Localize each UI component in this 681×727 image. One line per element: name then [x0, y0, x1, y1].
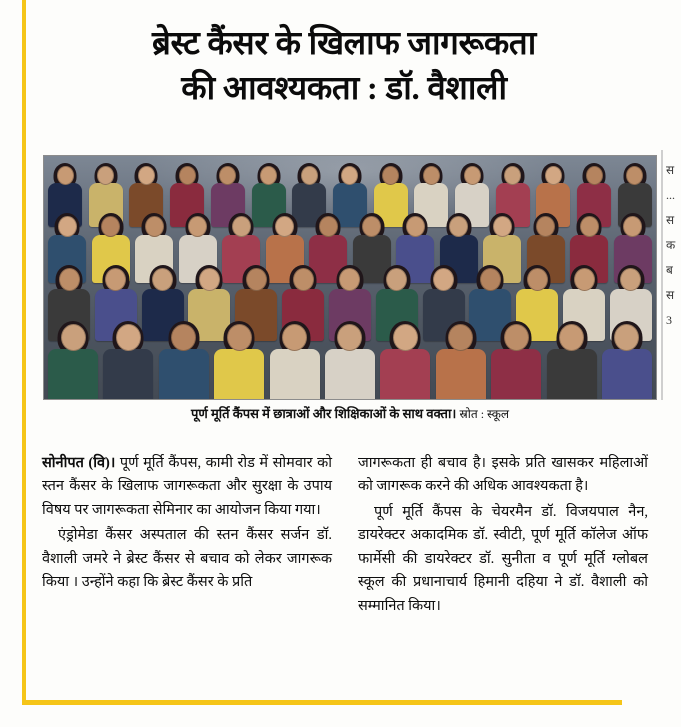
adjacent-column-line: ब — [666, 263, 673, 277]
photo-crowd-row — [44, 166, 656, 227]
adjacent-column-line: ... — [666, 188, 675, 202]
photo-caption-source: स्रोत : स्कूल — [459, 407, 510, 421]
body-column-right — [358, 452, 648, 620]
adjacent-column-line: स — [666, 213, 675, 227]
paragraph: एंड्रोमेडा कैंसर अस्पताल की स्तन कैंसर सर्जन डॉ. वैशाली जमरे ने ब्रेस्ट कैंसर से बचाव को लेकर जागरूक किया । उन्होंने कहा कि ब्रेस्ट कैंसर के प्रति — [42, 527, 332, 591]
adjacent-column-fragment — [666, 158, 681, 333]
adjacent-column-line: 3 — [666, 313, 672, 327]
photo-caption — [43, 404, 657, 422]
paragraph — [42, 452, 332, 522]
adjacent-column-line: स — [666, 288, 675, 302]
article-photo — [43, 155, 657, 400]
column-divider-rule — [661, 150, 663, 400]
paragraph-text: पूर्ण मूर्ति कैंपस, कामी रोड में सोमवार को स्तन कैंसर के खिलाफ जागरूकता और सुरक्षा के उपाय विषय पर जागरूकता सेमिनार का आयोजन किया गया। — [42, 455, 332, 518]
body-column-left — [42, 452, 332, 597]
headline-line-2: की आवश्यकता : डॉ. वैशाली — [181, 70, 507, 107]
left-accent-rule — [22, 0, 26, 700]
adjacent-column-line: स — [666, 163, 675, 177]
page-title — [34, 22, 654, 111]
headline-line-1: ब्रेस्ट कैंसर के खिलाफ जागरूकता — [152, 26, 536, 62]
paragraph: पूर्ण मूर्ति कैंपस के चेयरमैन डॉ. विजयपाल नैन, डायरेक्टर अकादमिक डॉ. स्वीटी, पूर्ण मूर्ति कॉलेज ऑफ फार्मेसी की डायरेक्टर डॉ. सुनीता व पूर्ण मूर्ति ग्लोबल स्कूल की प्रधानाचार्य हिमानी दहिया ने डॉ. वैशाली को सम्मानित किया। — [358, 503, 648, 614]
dateline: सोनीपत (वि)। — [42, 455, 116, 471]
photo-caption-text: पूर्ण मूर्ति कैंपस में छात्राओं और शिक्षिकाओं के साथ वक्ता। — [190, 406, 457, 421]
photo-crowd-row — [44, 324, 656, 400]
photo-image — [44, 156, 656, 399]
bottom-accent-rule — [22, 700, 622, 705]
paragraph: जागरूकता ही बचाव है। इसके प्रति खासकर महिलाओं को जागरूक करने की अधिक आवश्यकता है। — [358, 455, 648, 495]
adjacent-column-line: क — [666, 238, 676, 252]
